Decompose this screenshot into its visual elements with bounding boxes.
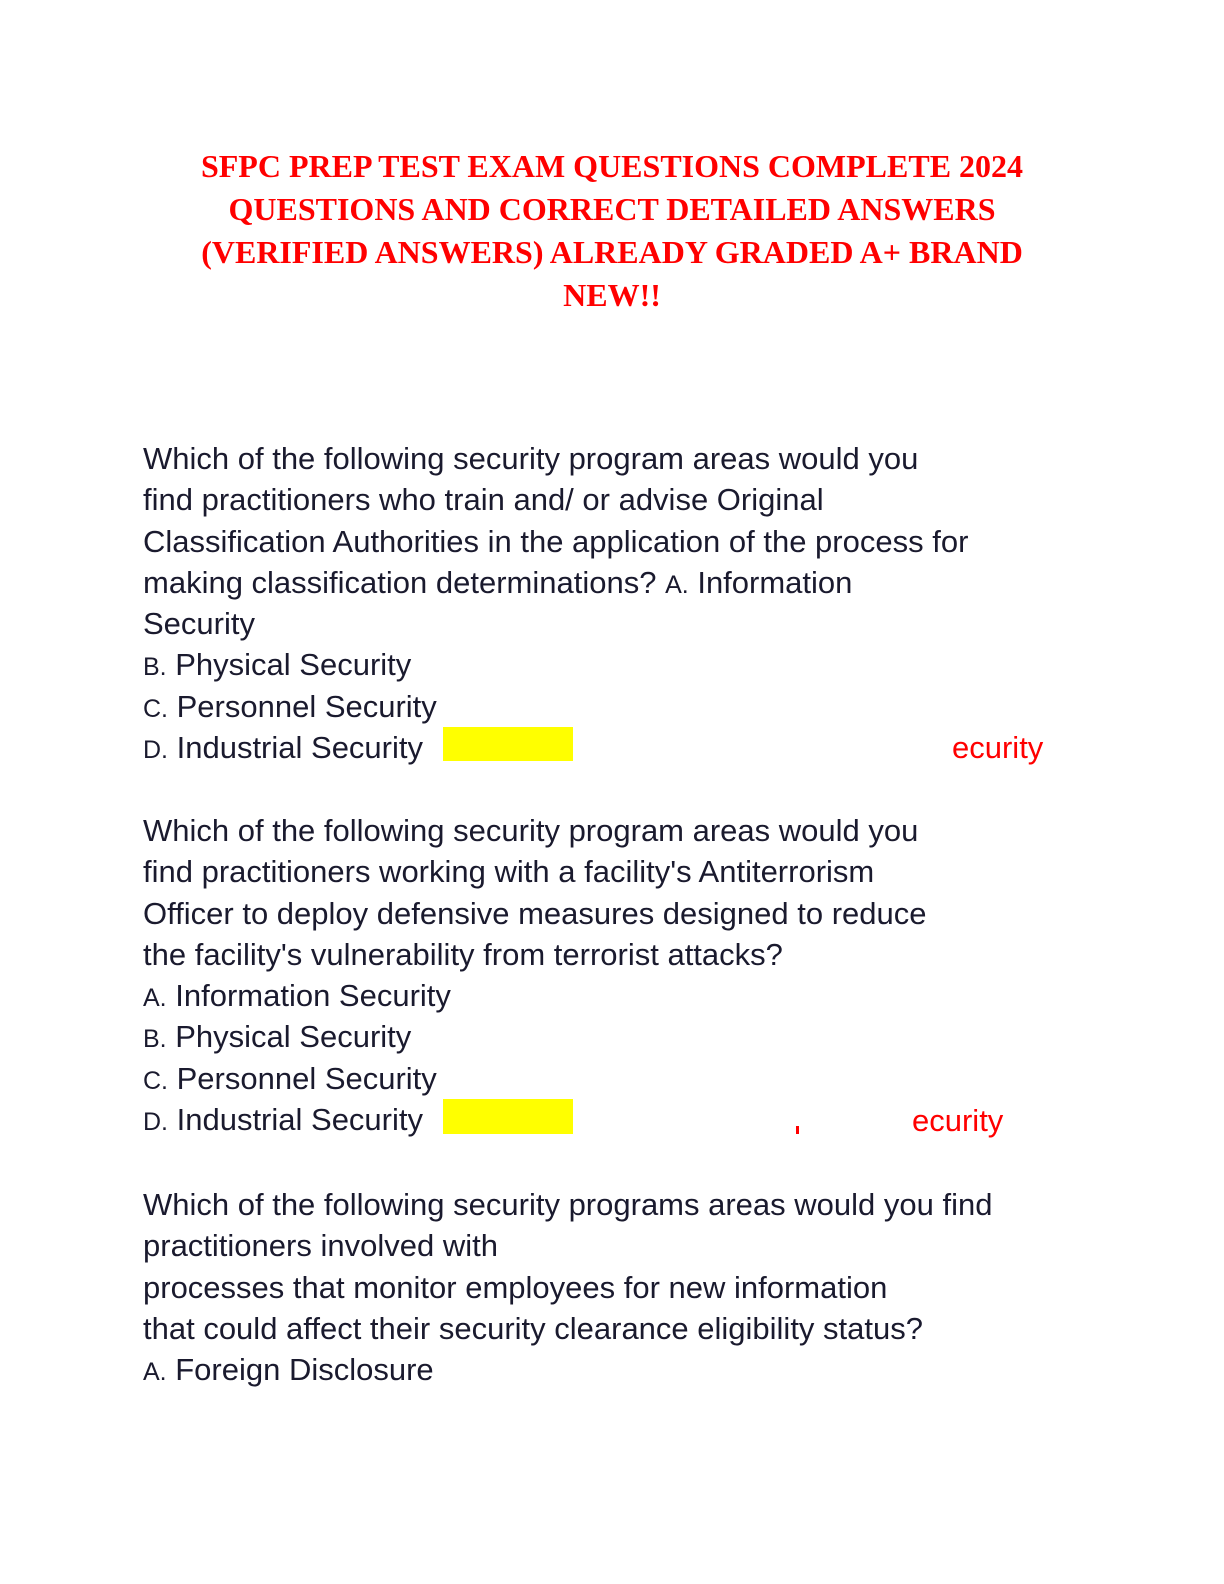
- title-line: QUESTIONS AND CORRECT DETAILED ANSWERS: [228, 191, 996, 227]
- question-stem-line: practitioners involved with: [143, 1228, 498, 1264]
- option-item: [143, 975, 1103, 1016]
- option-text: Personnel Security: [168, 688, 437, 724]
- answer-fragment: ecurity: [912, 1103, 1004, 1138]
- question-stem-line: Officer to deploy defensive measures designed to reduce: [143, 895, 927, 931]
- answer-highlight: [443, 727, 573, 761]
- page-title: [120, 145, 1104, 317]
- option-text: Industrial Security: [168, 730, 423, 766]
- option-letter: B.: [143, 1025, 167, 1054]
- option-letter: D.: [143, 736, 168, 765]
- option-text: Information: [688, 564, 853, 600]
- question-stem-line: Which of the following security program areas would you: [143, 813, 919, 848]
- option-item: [143, 1016, 1103, 1057]
- question-stem-line: Classification Authorities in the application of the process for: [143, 523, 969, 559]
- option-letter: D.: [143, 1108, 168, 1137]
- option-letter: A.: [143, 984, 167, 1013]
- option-letter: C.: [143, 1066, 168, 1095]
- question-stem-text: making classification determinations?: [143, 564, 666, 600]
- option-item: [143, 644, 1103, 685]
- question-stem-line: Which of the following security program areas would you: [143, 441, 919, 476]
- title-line: NEW!!: [563, 277, 661, 313]
- question-1: [143, 438, 1103, 768]
- option-text: Industrial Security: [168, 1102, 423, 1138]
- option-letter: B.: [143, 653, 167, 682]
- question-stem-line: [143, 562, 1103, 603]
- option-text: Information Security: [166, 978, 451, 1014]
- answer-highlight: [443, 1099, 573, 1134]
- question-stem-line: find practitioners working with a facility's Antiterrorism: [143, 854, 875, 890]
- option-text: Physical Security: [166, 647, 412, 683]
- title-line: (VERIFIED ANSWERS) ALREADY GRADED A+ BRAND: [201, 234, 1023, 270]
- question-stem-line: find practitioners who train and/ or advise Original: [143, 482, 824, 518]
- option-text: Personnel Security: [168, 1060, 437, 1096]
- title-line: SFPC PREP TEST EXAM QUESTIONS COMPLETE 2024: [200, 148, 1024, 184]
- answer-tick-mark: [796, 1126, 799, 1134]
- question-2: [143, 810, 1103, 1140]
- option-item: [143, 686, 1103, 727]
- option-letter: A.: [143, 1358, 167, 1387]
- option-item: [143, 1058, 1103, 1099]
- option-text: Physical Security: [166, 1019, 412, 1055]
- answer-fragment: ecurity: [952, 730, 1044, 765]
- question-stem-line: Which of the following security programs areas would you find: [143, 1187, 993, 1222]
- question-stem-line: Security: [143, 606, 255, 642]
- question-stem-line: that could affect their security clearance eligibility status?: [143, 1310, 923, 1346]
- question-3: [143, 1184, 1103, 1390]
- option-letter: C.: [143, 694, 168, 723]
- option-text: Foreign Disclosure: [166, 1352, 434, 1388]
- option-letter: A.: [665, 570, 689, 599]
- question-stem-line: the facility's vulnerability from terrorist attacks?: [143, 936, 783, 972]
- option-item: [143, 1349, 1103, 1390]
- question-stem-line: processes that monitor employees for new information: [143, 1269, 888, 1305]
